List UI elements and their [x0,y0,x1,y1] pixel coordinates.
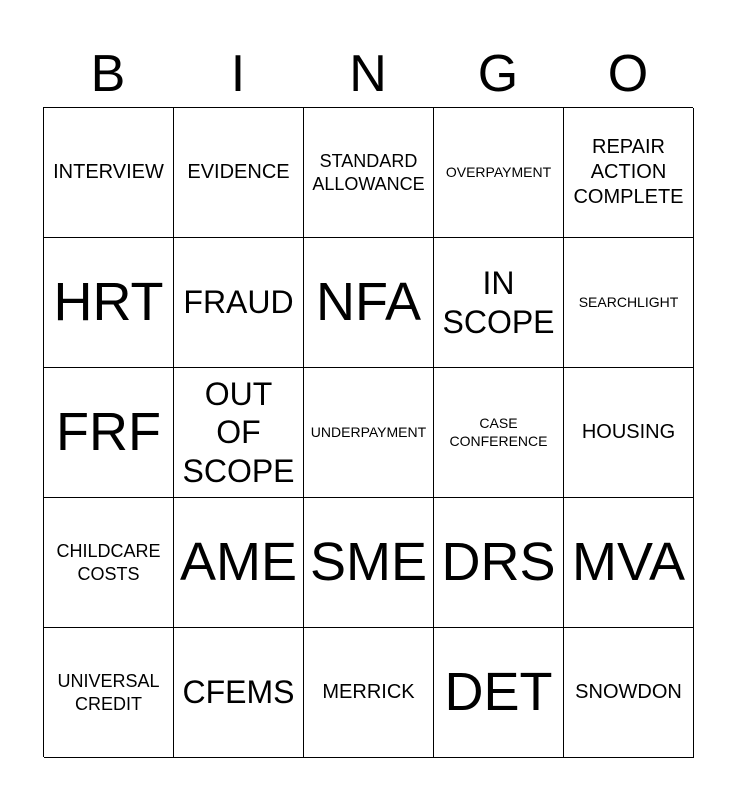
bingo-cell[interactable] [564,628,694,758]
bingo-cell-label: MERRICK [322,681,415,703]
bingo-cell[interactable] [174,498,304,628]
bingo-cell[interactable] [564,108,694,238]
header-letter-i: I [230,45,246,103]
header-letter-o: O [607,45,649,103]
bingo-cell[interactable] [174,238,304,368]
bingo-cell-label: HRT [53,271,164,332]
bingo-cell-label: SNOWDON [575,681,682,703]
bingo-cell[interactable] [174,108,304,238]
bingo-cell-label: MVA [571,531,685,592]
header-letter-g: G [477,45,519,103]
bingo-cell[interactable] [304,628,434,758]
bingo-cell-label: UNIVERSAL CREDIT [57,671,160,714]
bingo-cell-label: UNDERPAYMENT [310,423,427,440]
bingo-cell-label: FRAUD [183,284,294,321]
bingo-cell[interactable] [174,368,304,498]
bingo-cell[interactable] [434,238,564,368]
bingo-cell[interactable] [304,498,434,628]
bingo-cell[interactable] [44,628,174,758]
bingo-cell-label: EVIDENCE [187,161,290,183]
bingo-cell-label: INTERVIEW [53,161,164,183]
bingo-cell-label: REPAIR ACTION COMPLETE [573,136,684,208]
bingo-cell[interactable] [564,498,694,628]
bingo-board [43,107,693,757]
bingo-cell[interactable] [44,368,174,498]
bingo-cell[interactable] [304,108,434,238]
bingo-cell[interactable] [434,498,564,628]
bingo-cell[interactable] [564,368,694,498]
bingo-cell[interactable] [304,238,434,368]
bingo-cell-label: CHILDCARE COSTS [56,541,161,584]
bingo-header [43,40,693,108]
bingo-cell-label: FRF [56,401,161,462]
bingo-cell-label: SME [309,531,428,592]
bingo-cell-label: DRS [441,531,556,592]
bingo-cell-label: HOUSING [581,421,676,443]
bingo-cell[interactable] [564,238,694,368]
bingo-cell-label: CASE CONFERENCE [449,415,548,449]
bingo-cell-label: DET [444,661,553,722]
header-letter-b: B [90,45,126,103]
bingo-cell[interactable] [44,238,174,368]
bingo-cell-label: STANDARD ALLOWANCE [312,151,425,194]
bingo-cell-label: CFEMS [182,674,295,711]
bingo-cell[interactable] [44,108,174,238]
bingo-cell-label: SEARCHLIGHT [578,293,679,310]
header-letter-n: N [349,45,387,103]
bingo-cell[interactable] [434,628,564,758]
bingo-cell-label: OUT OF SCOPE [182,375,295,489]
bingo-cell[interactable] [44,498,174,628]
bingo-cell-label: AME [179,531,298,592]
bingo-cell-label: OVERPAYMENT [445,163,552,180]
bingo-cell[interactable] [174,628,304,758]
bingo-cell-label: IN SCOPE [442,265,555,340]
bingo-cell[interactable] [434,108,564,238]
bingo-cell-label: NFA [315,271,422,332]
bingo-cell[interactable] [434,368,564,498]
bingo-cell[interactable] [304,368,434,498]
